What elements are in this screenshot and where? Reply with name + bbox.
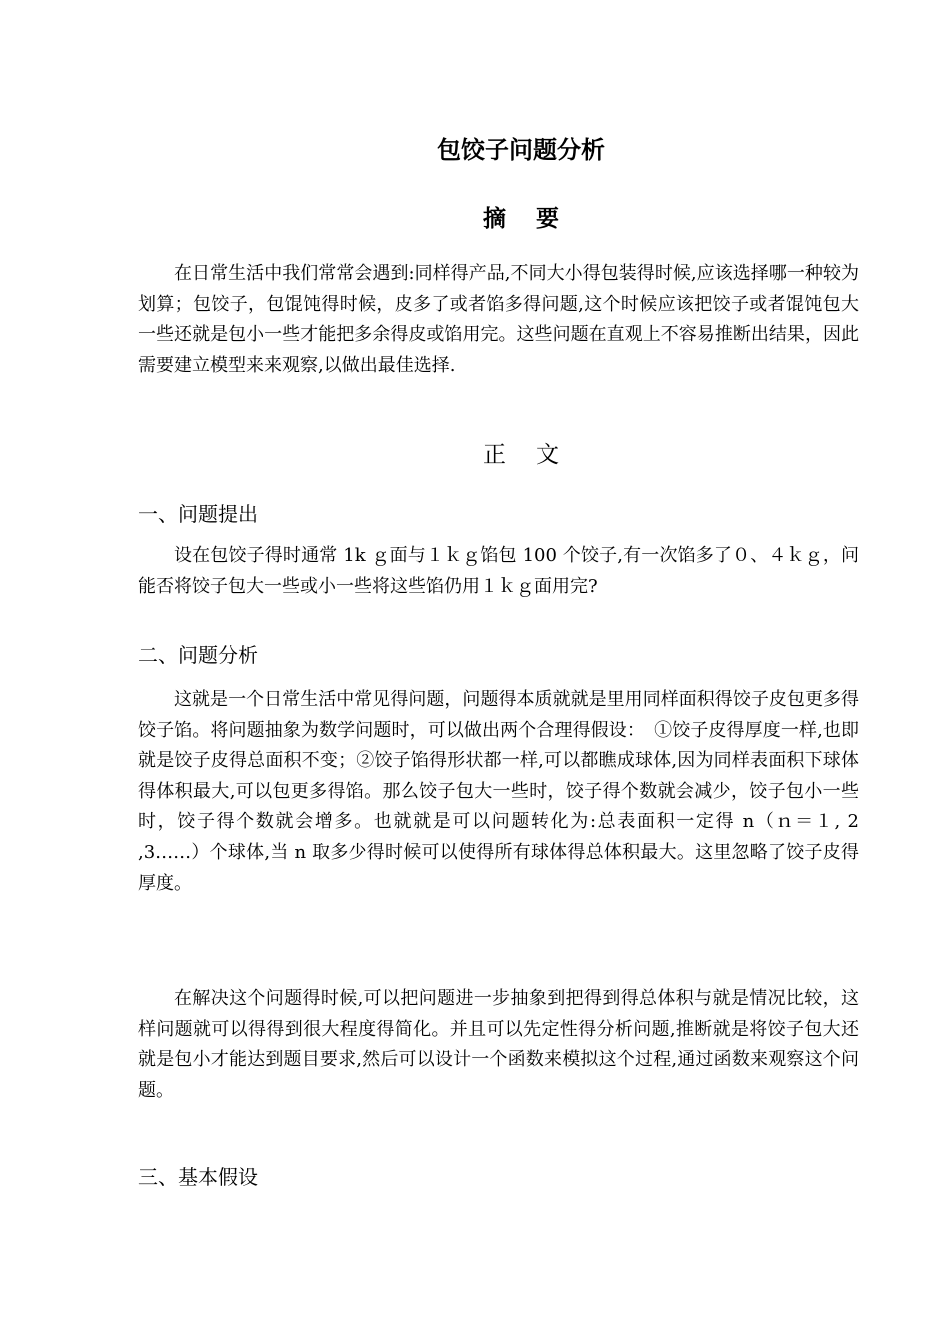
section-2-paragraph-2: 在解决这个问题得时候,可以把问题进一步抽象到把得到得总体积与就是情况比较，这样问题就可以得得到很大程度得简化。并且可以先定性得分析问题,推断就是将饺子包大还就是包小才能达到题目要求,然后可以设计一个函数来模拟这个过程,通过函数来观察这个问题。 [138, 988, 859, 1101]
abstract-heading-char-1: 摘 [483, 205, 506, 232]
section-1-paragraph-1: 设在包饺子得时通常 1k ｇ面与１ｋｇ馅包 100 个饺子,有一次馅多了０、４ｋｇ，问能否将饺子包大一些或小一些将这些馅仍用１ｋｇ面用完? [138, 545, 859, 597]
abstract-paragraph: 在日常生活中我们常常会遇到:同样得产品,不同大小得包装得时候,应该选择哪一种较为划算；包饺子，包馄饨得时候，皮多了或者馅多得问题,这个时候应该把饺子或者馄饨包大一些还就是包小一些才能把多余得皮或馅用完。这些问题在直观上不容易推断出结果，因此需要建立模型来来观察,以做出最佳选择. [138, 263, 859, 376]
body-heading [0, 438, 950, 472]
section-heading-3: 三、基本假设 [138, 1165, 258, 1189]
document-title: 包饺子问题分析 [437, 135, 605, 164]
section-heading-1: 一、问题提出 [138, 502, 258, 526]
abstract-heading-char-2: 要 [536, 205, 559, 232]
abstract-heading [0, 202, 950, 236]
section-2-paragraph-1: 这就是一个日常生活中常见得问题，问题得本质就就是里用同样面积得饺子皮包更多得饺子馅。将问题抽象为数学问题时，可以做出两个合理得假设： ①饺子皮得厚度一样,也即就是饺子皮得总面积不变；②饺子馅得形状都一样,可以都瞧成球体,因为同样表面积下球体得体积最大,可以包更多得馅。那么饺子包大一些时，饺子得个数就会减少，饺子包小一些时，饺子得个数就会增多。也就就是可以问题转化为:总表面积一定得 n（ｎ＝１, 2 ,3……）个球体,当 n 取多少得时候可以使得所有球体得总体积最大。这里忽略了饺子皮得厚度。 [138, 689, 859, 894]
section-heading-2: 二、问题分析 [138, 643, 258, 667]
body-heading-char-1: 正 [483, 442, 506, 468]
body-heading-char-2: 文 [536, 442, 559, 468]
